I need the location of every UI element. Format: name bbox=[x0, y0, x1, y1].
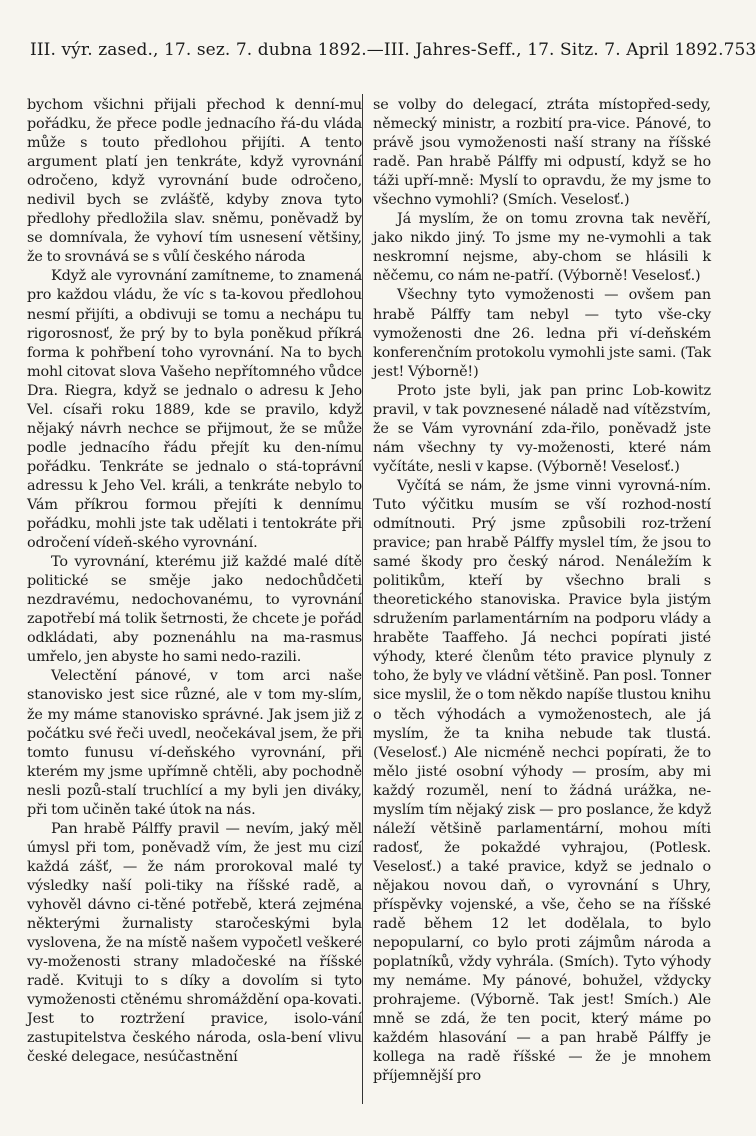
paragraph: Pan hrabě Pálffy pravil — nevím, jaký měl úmysl při tom, poněvadž vím, že jest mu cizí každá zášť, — že nám prorokoval malé ty výsledky naší poli-tiky na říšské radě, a vyhověl dávno ci-těné potřebě, která zejména některými žurnalisty staročeskými byla vyslovena, že na místě našem vypočetl veškeré vy-moženosti strany mladočeské na říšské radě. Kvituji to s díky a dovolím si tyto vymoženosti ctěnému shromáždění opa-kovati. Jest to roztržení pravice, isolo-vání zastupitelstva českého národa, osla-bení vlivu české delegace, nesúčastnění bbox=[27, 820, 362, 1066]
paragraph: Všechny tyto vymoženosti — ovšem pan hrabě Pálffy tam nebyl — tyto vše-cky vymoženosti dne 26. ledna při ví-deňském konferenčním protokolu vymohli jste sami. (Tak jest! Výborně!) bbox=[373, 287, 711, 380]
page-number: 753 bbox=[723, 40, 756, 60]
paragraph: se volby do delegací, ztráta místopřed-sedy, německý ministr, a rozbití pra-vice. Pánové, to právě jsou vymoženosti naší strany na říšské radě. Pan hrabě Pálffy mi odpustí, když se ho táži upří-mně: Myslí to opravdu, že my jsme to všechno vymohli? (Smích. Veselosť.) bbox=[373, 97, 711, 209]
paragraph: bychom všichni přijali přechod k denní-mu pořádku, že přece podle jednacího řá-du vláda může s touto předlohou přijíti. A tento argument platí jen tenkráte, když vyrovnání odročeno, když vyrovnání bude odročeno, nedivil bych se zvlášťě, kdyby znova tyto předlohy předložila slav. sněmu, poněvadž by se domnívala, že vyhoví tím usnesení většiny, že to srovnává se s vůlí českého národa bbox=[27, 97, 362, 266]
paragraph: Proto jste byli, jak pan princ Lob-kowitz pravil, v tak povznesené náladě nad vítězstvím, že se Vám vyrovnání zda-řilo, poněvadž jste nám všechny ty vy-moženosti, které nám vyčítáte, nesli v kapse. (Výborně! Veselosť.) bbox=[373, 382, 711, 475]
header-dash: — bbox=[366, 40, 384, 60]
right-column bbox=[373, 96, 711, 1086]
paragraph: Velectění pánové, v tom arci naše stanovisko jest sice různé, ale v tom my-slím, že my máme stanovisko správné. Jak jsem již z počátku své řeči uvedl, neočekával jsem, že při tomto funusu ví-deňského vyrovnání, při kterém my jsme upřímně chtěli, aby pochodně nesli pozů-stalí truchlící a my byli jen diváky, při tom učiněn také útok na nás. bbox=[27, 668, 362, 818]
header-center: III. Jahres-Seff., 17. Sitz. 7. April 1892. bbox=[383, 40, 724, 60]
paragraph: Když ale vyrovnání zamítneme, to znamená pro každou vládu, že víc s ta-kovou předlohou nesmí přijíti, a obdivuji se tomu a nechápu tu rigorosnosť, že prý by to byla poněkud příkrá forma k pohřbení toho vyrovnání. Na to bych mohl citovat slova Vašeho nepřítomného vůdce Dra. Riegra, když se jednalo o adresu k Jeho Vel. císaři roku 1889, kde se pravilo, když nějaký návrh nechce se přijmout, že se může podle jednacího řádu přejít ku den-nímu pořádku. Tenkráte se jednalo o stá-toprávní adressu k Jeho Vel. králi, a tenkráte nebylo to Vám příkrou formou přejíti k dennímu pořádku, mohli jste tak udělati i tentokráte při odročení vídeň-ského vyrovnání. bbox=[27, 268, 362, 552]
left-column bbox=[27, 96, 362, 1067]
header-left: III. výr. zased., 17. sez. 7. dubna 1892. bbox=[30, 40, 367, 60]
paragraph: To vyrovnání, kterému již každé malé dítě politické se směje jako nedochůdčeti nezdravému, nedochovanému, to vyrovnání zapotřebí má tolik šetrnosti, že chcete je pořád odkládati, aby poznenáhlu na ma-rasmus umřelo, jen abyste ho sami nedo-razili. bbox=[27, 554, 362, 666]
paragraph: Já myslím, že on tomu zrovna tak nevěří, jako nikdo jiný. To jsme my ne-vymohli a tak neskromní nejsme, aby-chom se hlásili k něčemu, co nám ne-patří. (Výborně! Veselosť.) bbox=[373, 211, 711, 285]
paragraph: Vyčítá se nám, že jsme vinni vyrovná-ním. Tuto výčitku musím se vší rozhod-ností odmítnouti. Prý jsme způsobili roz-tržení pravice; pan hrabě Pálffy myslel tím, že jsou to samé škody pro český národ. Nenáležím k politikům, kteří by všechno brali s theoretického stanoviska. Pravice byla jistým sdružením parlamentárním na podporu vlády a hraběte Taaffeho. Já nechci popírati jisté výhody, které členům této pravice plynuly z toho, že byly ve vládní většině. Pan posl. Tonner sice myslil, že o tom někdo napíše tlustou knihu o těch výhodách a vymoženostech, ale já myslím, že ta kniha nebude tak tlustá. (Veselosť.) Ale nicméně nechci popírati, že to mělo jisté osobní výhody — prosím, aby mi každý rozuměl, není to žádná urážka, ne-myslím tím nějaký zisk — pro poslance, že když náleží většině parlamentární, mohou míti radosť, že pokaždé vyhrajou, (Potlesk. Veselosť.) a také pravice, když se jednalo o nějakou novou daň, o vyrovnání s Uhry, příspěvky vojenské, a vše, čeho se na říšské radě během 12 let dodělala, to bylo nepopularní, co bylo proti zájmům národa a poplatníků, vždy vyhrála. (Smích). Tyto výhody my nemáme. My pánové, bohužel, vždycky prohrajeme. (Výborně. Tak jest! Smích.) Ale mně se zdá, že ten pocit, který máme po každém hlasování — a pan hrabě Pálffy je kollega na radě říšské — že je mnohem příjemnější pro bbox=[373, 477, 711, 1085]
running-header bbox=[30, 40, 756, 60]
column-divider bbox=[362, 94, 363, 1104]
